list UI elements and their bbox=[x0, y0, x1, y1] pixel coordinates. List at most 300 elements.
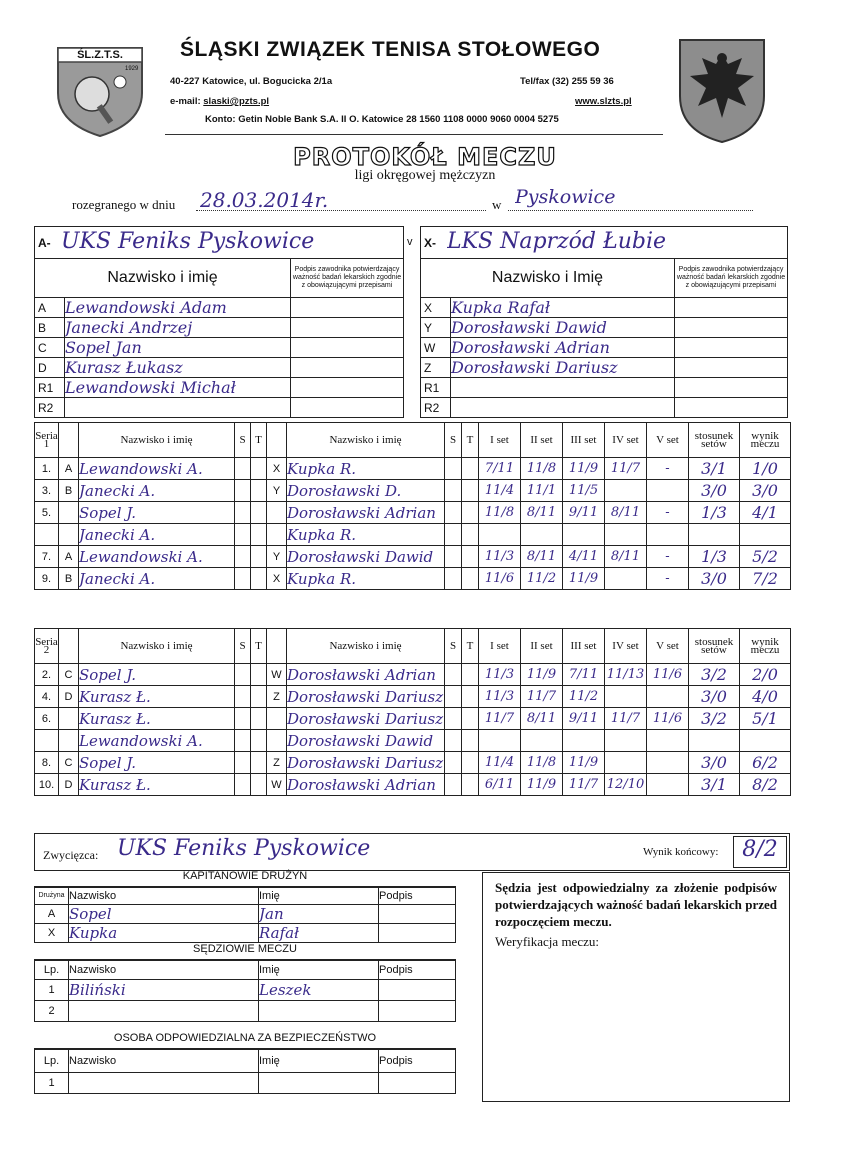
game-row bbox=[35, 664, 791, 686]
set-score: 11/6 bbox=[647, 708, 689, 730]
column-header: IV set bbox=[605, 629, 647, 664]
email-link[interactable]: slaski@pzts.pl bbox=[203, 96, 270, 107]
player-x-t bbox=[462, 480, 479, 502]
column-header: Nazwisko i imię bbox=[79, 629, 235, 664]
player-x-t bbox=[462, 664, 479, 686]
judges-title: SĘDZIOWIE MECZU bbox=[34, 943, 456, 960]
set-score: 11/5 bbox=[563, 480, 605, 502]
player-a-name: Kurasz Ł. bbox=[79, 708, 235, 730]
player-x-key: Z bbox=[267, 686, 287, 708]
judges-table: Lp. Nazwisko Imię Podpis 1 Biliński Leszek 2 bbox=[34, 960, 456, 1022]
player-x-name: Kupka R. bbox=[287, 458, 445, 480]
game-row bbox=[35, 502, 791, 524]
header-divider bbox=[165, 134, 663, 135]
set-score: 11/9 bbox=[563, 752, 605, 774]
player-signature bbox=[291, 358, 404, 378]
played-label: rozegranego w dniu bbox=[72, 197, 176, 212]
player-x-name: Dorosławski Adrian bbox=[287, 664, 445, 686]
player-a-t bbox=[251, 502, 267, 524]
set-score: 11/6 bbox=[479, 568, 521, 590]
player-x-name: Dorosławski Dawid bbox=[287, 730, 445, 752]
team-a-box: A- UKS Feniks Pyskowice bbox=[34, 226, 404, 259]
game-number: 2. bbox=[35, 664, 59, 686]
player-name: Sopel Jan bbox=[65, 338, 291, 358]
player-a-key: A bbox=[59, 546, 79, 568]
set-score: 11/7 bbox=[521, 686, 563, 708]
series-1-table bbox=[34, 422, 791, 590]
column-header: T bbox=[251, 629, 267, 664]
set-score: 11/2 bbox=[521, 568, 563, 590]
player-x-s bbox=[445, 730, 462, 752]
set-score: 11/8 bbox=[479, 502, 521, 524]
set-score bbox=[605, 568, 647, 590]
player-a-t bbox=[251, 480, 267, 502]
set-score bbox=[563, 524, 605, 546]
player-a-s bbox=[235, 480, 251, 502]
player-a-s bbox=[235, 686, 251, 708]
roster-x-name-header: Nazwisko i Imię bbox=[421, 259, 675, 298]
judges-row bbox=[35, 980, 456, 1001]
player-x-key: X bbox=[267, 568, 287, 590]
column-header: S bbox=[445, 629, 462, 664]
player-x-key: Y bbox=[267, 546, 287, 568]
roster-a-sign-header: Podpis zawodnika potwierdzający ważność badań lekarskich zgodnie z obowiązującymi przepisami bbox=[291, 259, 404, 298]
player-signature bbox=[675, 378, 788, 398]
game-number: 6. bbox=[35, 708, 59, 730]
player-a-t bbox=[251, 708, 267, 730]
game-number: 9. bbox=[35, 568, 59, 590]
player-x-t bbox=[462, 458, 479, 480]
column-header: V set bbox=[647, 423, 689, 458]
player-x-s bbox=[445, 546, 462, 568]
player-name bbox=[65, 398, 291, 418]
set-score: - bbox=[647, 502, 689, 524]
set-score: 8/11 bbox=[521, 708, 563, 730]
roster-key: B bbox=[35, 318, 65, 338]
set-score bbox=[479, 730, 521, 752]
player-signature bbox=[291, 298, 404, 318]
set-score bbox=[647, 730, 689, 752]
surname: Kupka bbox=[69, 924, 259, 943]
player-a-key bbox=[59, 708, 79, 730]
org-title: ŚLĄSKI ZWIĄZEK TENISA STOŁOWEGO bbox=[180, 38, 601, 61]
player-x-name: Dorosławski Dariusz bbox=[287, 687, 444, 706]
set-score: 11/4 bbox=[479, 480, 521, 502]
roster-key: R1 bbox=[35, 378, 65, 398]
set-score bbox=[605, 480, 647, 502]
security-table: Lp. Nazwisko Imię Podpis 1 bbox=[34, 1049, 456, 1094]
player-x-s bbox=[445, 458, 462, 480]
set-score bbox=[563, 730, 605, 752]
set-score: 11/9 bbox=[521, 664, 563, 686]
set-score bbox=[521, 730, 563, 752]
column-header: stosunek setów bbox=[689, 423, 740, 458]
set-score bbox=[605, 524, 647, 546]
player-x-s bbox=[445, 774, 462, 796]
game-row bbox=[35, 730, 791, 752]
team-x-box: X- LKS Naprzód Łubie bbox=[420, 226, 788, 259]
column-header: Nazwisko i imię bbox=[79, 423, 235, 458]
roster-row bbox=[35, 318, 404, 338]
roster-a-name-header: Nazwisko i imię bbox=[35, 259, 291, 298]
player-name: Dorosławski Adrian bbox=[451, 338, 675, 358]
set-score: 11/3 bbox=[479, 664, 521, 686]
judges-row bbox=[35, 1001, 456, 1022]
final-score: 8/2 bbox=[742, 837, 778, 862]
szts-logo bbox=[50, 38, 150, 138]
game-row bbox=[35, 480, 791, 502]
player-a-s bbox=[235, 524, 251, 546]
game-row bbox=[35, 752, 791, 774]
player-x-key bbox=[267, 524, 287, 546]
notice-text: Sędzia jest odpowiedzialny za złożenie podpisów potwierdzających ważność badań lekarskich przed rozpoczęciem meczu. bbox=[495, 880, 777, 929]
player-a-name: Lewandowski A. bbox=[79, 458, 235, 480]
player-a-t bbox=[251, 752, 267, 774]
set-score: 9/11 bbox=[563, 708, 605, 730]
player-x-key bbox=[267, 708, 287, 730]
set-score: 11/7 bbox=[605, 708, 647, 730]
match-result: 4/0 bbox=[740, 686, 791, 708]
set-score bbox=[479, 524, 521, 546]
player-x-s bbox=[445, 502, 462, 524]
player-x-key bbox=[267, 730, 287, 752]
roster-row bbox=[35, 378, 404, 398]
player-a-t bbox=[251, 568, 267, 590]
player-x-s bbox=[445, 568, 462, 590]
player-a-t bbox=[251, 686, 267, 708]
player-a-t bbox=[251, 664, 267, 686]
player-signature bbox=[675, 298, 788, 318]
captains-row bbox=[35, 924, 456, 943]
row-key: A bbox=[35, 905, 69, 924]
player-x-s bbox=[445, 664, 462, 686]
roster-key: C bbox=[35, 338, 65, 358]
versus-label: v bbox=[407, 236, 413, 248]
logo-text: ŚL.Z.T.S. bbox=[77, 49, 123, 61]
game-number: 4. bbox=[35, 686, 59, 708]
player-a-key: A bbox=[59, 458, 79, 480]
player-a-t bbox=[251, 730, 267, 752]
player-signature bbox=[675, 318, 788, 338]
player-a-name: Lewandowski A. bbox=[79, 546, 235, 568]
captains-row bbox=[35, 905, 456, 924]
column-header: T bbox=[251, 423, 267, 458]
player-x-key: Z bbox=[267, 752, 287, 774]
match-result bbox=[740, 524, 791, 546]
set-ratio: 3/2 bbox=[689, 664, 740, 686]
player-x-key: W bbox=[267, 664, 287, 686]
set-score: 7/11 bbox=[479, 458, 521, 480]
column-header: Nazwisko i imię bbox=[287, 629, 445, 664]
column-header: V set bbox=[647, 629, 689, 664]
player-a-s bbox=[235, 502, 251, 524]
player-a-s bbox=[235, 458, 251, 480]
roster-key: Y bbox=[421, 318, 451, 338]
match-result: 7/2 bbox=[740, 568, 791, 590]
match-result: 3/0 bbox=[740, 480, 791, 502]
roster-key: A bbox=[35, 298, 65, 318]
player-a-s bbox=[235, 546, 251, 568]
match-place: Pyskowice bbox=[515, 186, 616, 208]
roster-x-sign-header: Podpis zawodnika potwierdzający ważność badań lekarskich zgodnie z obowiązującymi przepisami bbox=[675, 259, 788, 298]
column-header: Nazwisko i imię bbox=[287, 423, 445, 458]
set-score bbox=[521, 524, 563, 546]
player-name: Dorosławski Dariusz bbox=[451, 358, 675, 378]
played-at-label: w bbox=[492, 197, 502, 212]
column-header bbox=[267, 629, 287, 664]
player-name: Lewandowski Adam bbox=[65, 298, 291, 318]
set-score: 8/11 bbox=[605, 546, 647, 568]
column-header: T bbox=[462, 423, 479, 458]
set-score: 11/4 bbox=[479, 752, 521, 774]
set-ratio: 3/2 bbox=[689, 708, 740, 730]
player-x-s bbox=[445, 708, 462, 730]
set-ratio: 3/0 bbox=[689, 686, 740, 708]
set-score: 8/11 bbox=[605, 502, 647, 524]
set-score: 11/7 bbox=[479, 708, 521, 730]
set-score: 8/11 bbox=[521, 546, 563, 568]
player-signature bbox=[291, 398, 404, 418]
game-number bbox=[35, 730, 59, 752]
roster-row bbox=[35, 358, 404, 378]
winner-label: Zwycięzca: bbox=[43, 848, 99, 862]
roster-row bbox=[421, 338, 788, 358]
roster-key: X bbox=[421, 298, 451, 318]
security-title: OSOBA ODPOWIEDZIALNA ZA BEZPIECZEŃSTWO bbox=[34, 1028, 456, 1049]
player-x-key: Y bbox=[267, 480, 287, 502]
set-ratio bbox=[689, 730, 740, 752]
bank-account: Konto: Getin Noble Bank S.A. II O. Katowice 28 1560 1108 0000 9060 0004 5275 bbox=[205, 114, 559, 125]
set-score: 7/11 bbox=[563, 664, 605, 686]
set-ratio: 3/0 bbox=[689, 480, 740, 502]
match-result: 4/1 bbox=[740, 502, 791, 524]
player-signature bbox=[291, 318, 404, 338]
league-subtitle: ligi okręgowej mężczyzn bbox=[354, 168, 496, 183]
set-ratio: 1/3 bbox=[689, 546, 740, 568]
player-x-name: Kupka R. bbox=[287, 524, 445, 546]
set-score bbox=[647, 524, 689, 546]
player-signature bbox=[675, 358, 788, 378]
player-x-t bbox=[462, 524, 479, 546]
set-score bbox=[647, 774, 689, 796]
roster-row bbox=[421, 378, 788, 398]
column-header: wynik meczu bbox=[740, 423, 791, 458]
set-score: - bbox=[647, 568, 689, 590]
player-x-name: Dorosławski Dawid bbox=[287, 546, 445, 568]
player-name: Lewandowski Michał bbox=[65, 378, 291, 398]
player-signature bbox=[675, 338, 788, 358]
set-score bbox=[647, 686, 689, 708]
match-result: 8/2 bbox=[740, 774, 791, 796]
player-a-key: D bbox=[59, 686, 79, 708]
first-name bbox=[259, 1073, 379, 1094]
roster-row bbox=[421, 358, 788, 378]
player-x-t bbox=[462, 752, 479, 774]
notice-box bbox=[482, 872, 790, 1102]
signature bbox=[379, 905, 456, 924]
surname: Sopel bbox=[69, 905, 259, 924]
team-a-name: UKS Feniks Pyskowice bbox=[61, 229, 315, 254]
player-a-key: D bbox=[59, 774, 79, 796]
game-row bbox=[35, 708, 791, 730]
row-key: X bbox=[35, 924, 69, 943]
player-x-key: X bbox=[267, 458, 287, 480]
set-score bbox=[647, 480, 689, 502]
roster-row bbox=[35, 338, 404, 358]
roster-key: R1 bbox=[421, 378, 451, 398]
roster-key: R2 bbox=[421, 398, 451, 418]
game-row bbox=[35, 568, 791, 590]
team-x-name: LKS Naprzód Łubie bbox=[447, 229, 667, 254]
set-ratio: 3/0 bbox=[689, 752, 740, 774]
match-result: 1/0 bbox=[740, 458, 791, 480]
set-score: 11/9 bbox=[563, 458, 605, 480]
player-a-key: B bbox=[59, 480, 79, 502]
phone: Tel/fax (32) 255 59 36 bbox=[520, 76, 614, 87]
surname bbox=[69, 1001, 259, 1022]
player-x-s bbox=[445, 686, 462, 708]
player-a-t bbox=[251, 546, 267, 568]
player-a-name: Sopel J. bbox=[79, 664, 235, 686]
match-result: 6/2 bbox=[740, 752, 791, 774]
player-a-name: Janecki A. bbox=[79, 568, 235, 590]
game-number: 7. bbox=[35, 546, 59, 568]
surname: Biliński bbox=[69, 980, 259, 1001]
set-score bbox=[647, 752, 689, 774]
player-x-t bbox=[462, 730, 479, 752]
player-x-t bbox=[462, 502, 479, 524]
set-score bbox=[605, 730, 647, 752]
winner-value: UKS Feniks Pyskowice bbox=[117, 836, 371, 861]
column-header: S bbox=[445, 423, 462, 458]
roster-x bbox=[420, 258, 788, 418]
column-header: IV set bbox=[605, 423, 647, 458]
column-header: stosunek setów bbox=[689, 629, 740, 664]
column-header: II set bbox=[521, 629, 563, 664]
set-score: 8/11 bbox=[521, 502, 563, 524]
player-x-key: W bbox=[267, 774, 287, 796]
signature bbox=[379, 924, 456, 943]
winner-box bbox=[34, 833, 790, 871]
set-score: 11/2 bbox=[563, 686, 605, 708]
column-header bbox=[267, 423, 287, 458]
set-score: 11/1 bbox=[521, 480, 563, 502]
column-header: Seria 2 bbox=[35, 629, 59, 664]
player-a-key bbox=[59, 730, 79, 752]
document-title: PROTOKÓŁ MECZU bbox=[293, 143, 557, 171]
roster-row bbox=[35, 398, 404, 418]
player-a-s bbox=[235, 568, 251, 590]
game-number: 10. bbox=[35, 774, 59, 796]
player-x-name: Dorosławski Adrian bbox=[287, 774, 445, 796]
player-a-name: Kurasz Ł. bbox=[79, 774, 235, 796]
roster-key: R2 bbox=[35, 398, 65, 418]
player-a-s bbox=[235, 708, 251, 730]
player-a-key: C bbox=[59, 664, 79, 686]
signature bbox=[379, 1001, 456, 1022]
set-score: 6/11 bbox=[479, 774, 521, 796]
player-x-name: Dorosławski D. bbox=[287, 480, 445, 502]
roster-key: D bbox=[35, 358, 65, 378]
roster-row bbox=[421, 398, 788, 418]
player-signature bbox=[291, 338, 404, 358]
first-name: Jan bbox=[259, 905, 379, 924]
match-result: 5/1 bbox=[740, 708, 791, 730]
player-name: Janecki Andrzej bbox=[65, 318, 291, 338]
player-a-key bbox=[59, 524, 79, 546]
player-x-name: Kupka R. bbox=[287, 568, 445, 590]
column-header: III set bbox=[563, 629, 605, 664]
row-key: 1 bbox=[35, 1073, 69, 1094]
set-score: - bbox=[647, 546, 689, 568]
player-a-name: Kurasz Ł. bbox=[79, 686, 235, 708]
player-name bbox=[451, 378, 675, 398]
email-label: e-mail: bbox=[170, 96, 201, 107]
player-a-key bbox=[59, 502, 79, 524]
game-number bbox=[35, 524, 59, 546]
game-number: 5. bbox=[35, 502, 59, 524]
set-score bbox=[605, 686, 647, 708]
player-a-key: C bbox=[59, 752, 79, 774]
set-score: 11/7 bbox=[563, 774, 605, 796]
game-row bbox=[35, 774, 791, 796]
set-score: 11/3 bbox=[479, 686, 521, 708]
player-signature bbox=[675, 398, 788, 418]
player-x-t bbox=[462, 686, 479, 708]
match-result: 5/2 bbox=[740, 546, 791, 568]
first-name: Leszek bbox=[259, 980, 379, 1001]
column-header bbox=[59, 629, 79, 664]
row-key: 1 bbox=[35, 980, 69, 1001]
player-a-name: Janecki A. bbox=[79, 524, 235, 546]
set-score: 9/11 bbox=[563, 502, 605, 524]
player-x-name: Dorosławski Dariusz bbox=[287, 709, 444, 728]
match-result bbox=[740, 730, 791, 752]
set-score: 11/8 bbox=[521, 458, 563, 480]
signature bbox=[379, 980, 456, 1001]
player-name bbox=[451, 398, 675, 418]
player-a-t bbox=[251, 524, 267, 546]
set-ratio: 1/3 bbox=[689, 502, 740, 524]
first-name: Rafał bbox=[259, 924, 379, 943]
player-x-s bbox=[445, 480, 462, 502]
set-score: 4/11 bbox=[563, 546, 605, 568]
roster-key: Z bbox=[421, 358, 451, 378]
captains-title: KAPITANOWIE DRUŻYN bbox=[34, 870, 456, 887]
set-score: 11/9 bbox=[563, 568, 605, 590]
column-header: I set bbox=[479, 423, 521, 458]
roster-key: W bbox=[421, 338, 451, 358]
signature bbox=[379, 1073, 456, 1094]
set-score: 11/6 bbox=[647, 664, 689, 686]
player-a-t bbox=[251, 458, 267, 480]
column-header bbox=[59, 423, 79, 458]
www-link[interactable]: www.slzts.pl bbox=[575, 96, 632, 107]
series-2-table bbox=[34, 628, 791, 796]
column-header: S bbox=[235, 629, 251, 664]
roster-row bbox=[421, 298, 788, 318]
roster-a bbox=[34, 258, 404, 418]
column-header: S bbox=[235, 423, 251, 458]
security-row bbox=[35, 1073, 456, 1094]
player-x-s bbox=[445, 524, 462, 546]
player-a-name: Janecki A. bbox=[79, 480, 235, 502]
game-row bbox=[35, 686, 791, 708]
address: 40-227 Katowice, ul. Bogucicka 2/1a bbox=[170, 76, 333, 87]
captains-table: Drużyna Nazwisko Imię Podpis A Sopel Jan X Kupka Rafał bbox=[34, 887, 456, 943]
set-score bbox=[605, 752, 647, 774]
game-number: 8. bbox=[35, 752, 59, 774]
